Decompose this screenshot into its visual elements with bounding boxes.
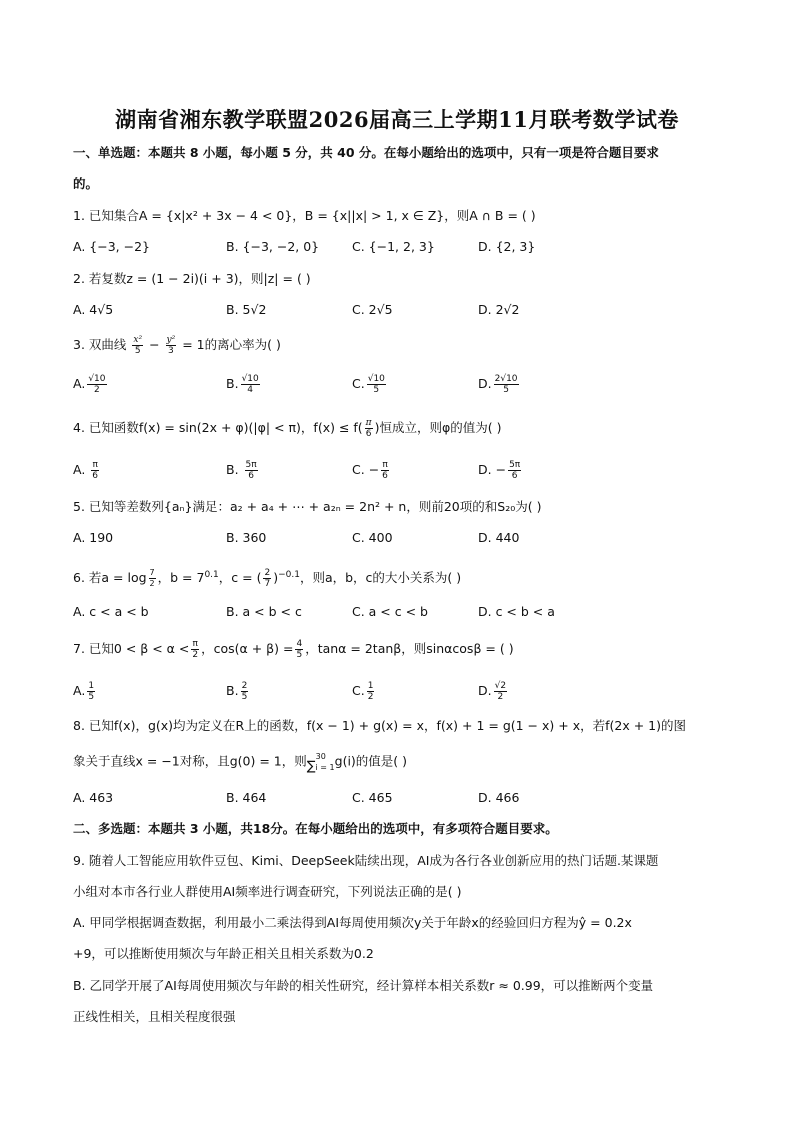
q6-stem [73, 566, 461, 589]
section1-heading-line1: 一、单选题：本题共 8 小题，每小题 5 分，共 40 分。在每小题给出的选项中，只有一项是符合题目要求 [73, 145, 659, 160]
q8-option-a: A. 463 [73, 790, 114, 805]
q6-c-exp: −0.1 [278, 570, 300, 580]
q8-stem-prefix: 象关于直线x = −1对称，且g(0) = 1，则 [73, 753, 307, 769]
q6-b-exp: 0.1 [204, 570, 219, 580]
q9-option-a-line2: +9，可以推断使用频次与年龄正相关且相关系数为0.2 [73, 946, 374, 961]
q7-stem-prefix: 7. 已知0 < β < α < [73, 641, 190, 656]
q3-fraction-y: $\frac{\text{y²}}{3}$ [166, 335, 176, 356]
section2-heading: 二、多选题：本题共 3 小题，共18分。在每小题给出的选项中，有多项符合题目要求。 [73, 821, 558, 836]
q3-option-a: A. $\frac{√10}{2}$ [73, 374, 106, 395]
q6-log-base: $\frac{7}{2}$ [149, 568, 155, 589]
q4-stem-prefix: 4. 已知函数f(x) = sin(2x + φ)(|φ| < π)，f(x) ≤ f( [73, 420, 363, 435]
q6-option-d: D. c < b < a [478, 604, 555, 619]
q8-stem-line2 [73, 752, 407, 772]
q1-option-c: C. {−1, 2, 3} [352, 239, 435, 254]
q8-option-d: D. 466 [478, 790, 520, 805]
q4-option-d: D. − $\frac{5\pi}{6}$ [478, 460, 521, 481]
q6-c-close: ) [273, 570, 279, 586]
q7-option-d: D. $\frac{√2}{2}$ [478, 681, 507, 702]
q3-option-d: D. $\frac{2√10}{5}$ [478, 374, 518, 395]
q6-log: 6. 若a = log [73, 570, 147, 586]
q9-option-a-line1: A. 甲同学根据调查数据，利用最小二乘法得到AI每周使用频次y关于年龄x的经验回归方程为ŷ = 0.2x [73, 915, 632, 930]
q4-stem [73, 418, 501, 439]
q2-option-b: B. 5√2 [226, 302, 267, 317]
q9-stem-line1: 9. 随着人工智能应用软件豆包、Kimi、DeepSeek陆续出现，AI成为各行各业创新应用的热门话题.某课题 [73, 853, 659, 868]
q3-stem-suffix: = 1的离心率为( ) [182, 337, 281, 352]
q5-option-d: D. 440 [478, 530, 520, 545]
q4-stem-suffix: )恒成立，则φ的值为( ) [374, 420, 502, 435]
q5-option-a: A. 190 [73, 530, 114, 545]
q2-option-d: D. 2√2 [478, 302, 520, 317]
q1-option-d: D. {2, 3} [478, 239, 536, 254]
q7-frac-45: $\frac{4}{5}$ [296, 639, 303, 660]
q8-stem-line1: 8. 已知f(x)，g(x)均为定义在R上的函数，f(x − 1) + g(x) = x，f(x) + 1 = g(1 − x) + x，若f(2x + 1)的图 [73, 718, 686, 733]
q6-option-a: A. c < a < b [73, 604, 149, 619]
q7-stem [73, 639, 514, 660]
q7-stem-mid: ，cos(α + β) = [201, 641, 294, 656]
q7-stem-suffix: ，tanα = 2tanβ，则sinαcosβ = ( ) [305, 641, 514, 656]
q4-option-a: A. $\frac{\pi}{6}$ [73, 460, 99, 481]
q4-option-c: C. − $\frac{\pi}{6}$ [352, 460, 388, 481]
q8-stem-suffix: g(i)的值是( ) [334, 753, 408, 769]
q5-stem: 5. 已知等差数列{aₙ}满足：a₂ + a₄ + ⋯ + a₂ₙ = 2n² + n，则前20项的和S₂₀为( ) [73, 499, 542, 514]
q3-option-b: B. $\frac{√10}{4}$ [226, 374, 259, 395]
q8-option-b: B. 464 [226, 790, 267, 805]
q4-fraction: $\frac{\pi}{6}$ [365, 418, 372, 439]
q9-option-b-line1: B. 乙同学开展了AI每周使用频次与年龄的相关性研究，经计算样本相关系数r ≈ 0.99，可以推断两个变量 [73, 978, 654, 993]
q6-c-frac: $\frac{2}{7}$ [264, 568, 271, 590]
q7-option-a: A. $\frac{1}{5}$ [73, 681, 95, 702]
q6-b: ，b = 7 [157, 570, 205, 586]
q6-stem-suffix: ，则a，b，c的大小关系为( ) [299, 570, 462, 586]
q8-sum: 30 ∑i = 1 [306, 752, 335, 774]
q3-option-c: C. $\frac{√10}{5}$ [352, 374, 385, 395]
q5-option-c: C. 400 [352, 530, 393, 545]
q2-option-c: C. 2√5 [352, 302, 393, 317]
q1-stem: 1. 已知集合A = {x|x² + 3x − 4 < 0}，B = {x||x| > 1, x ∈ Z}，则A ∩ B = ( ) [73, 208, 536, 223]
exam-title: 湖南省湘东教学联盟2026届高三上学期11月联考数学试卷 [115, 107, 679, 132]
q4-option-b: B. $\frac{5\pi}{6}$ [226, 460, 257, 481]
section1-heading-line2: 的。 [73, 176, 99, 191]
q3-minus: − [149, 337, 160, 352]
q7-option-c: C. $\frac{1}{2}$ [352, 681, 374, 702]
q5-option-b: B. 360 [226, 530, 267, 545]
q1-option-b: B. {−3, −2, 0} [226, 239, 320, 254]
q3-fraction-x: $\frac{\text{x²}}{5}$ [133, 335, 143, 356]
q6-option-b: B. a < b < c [226, 604, 302, 619]
q3-stem [73, 335, 281, 356]
q2-option-a: A. 4√5 [73, 302, 114, 317]
q6-c: ，c = ( [218, 570, 262, 586]
q6-option-c: C. a < c < b [352, 604, 428, 619]
q7-frac-pi2: $\frac{\pi}{2}$ [192, 639, 199, 660]
q8-option-c: C. 465 [352, 790, 393, 805]
q9-option-b-line2: 正线性相关，且相关程度很强 [73, 1009, 236, 1024]
q9-stem-line2: 小组对本市各行业人群使用AI频率进行调查研究，下列说法正确的是( ) [73, 884, 462, 899]
q3-stem-prefix: 3. 双曲线 [73, 337, 127, 352]
q2-stem: 2. 若复数z = (1 − 2i)(i + 3)，则|z| = ( ) [73, 271, 311, 286]
q1-option-a: A. {−3, −2} [73, 239, 150, 254]
q7-option-b: B. $\frac{2}{5}$ [226, 681, 248, 702]
